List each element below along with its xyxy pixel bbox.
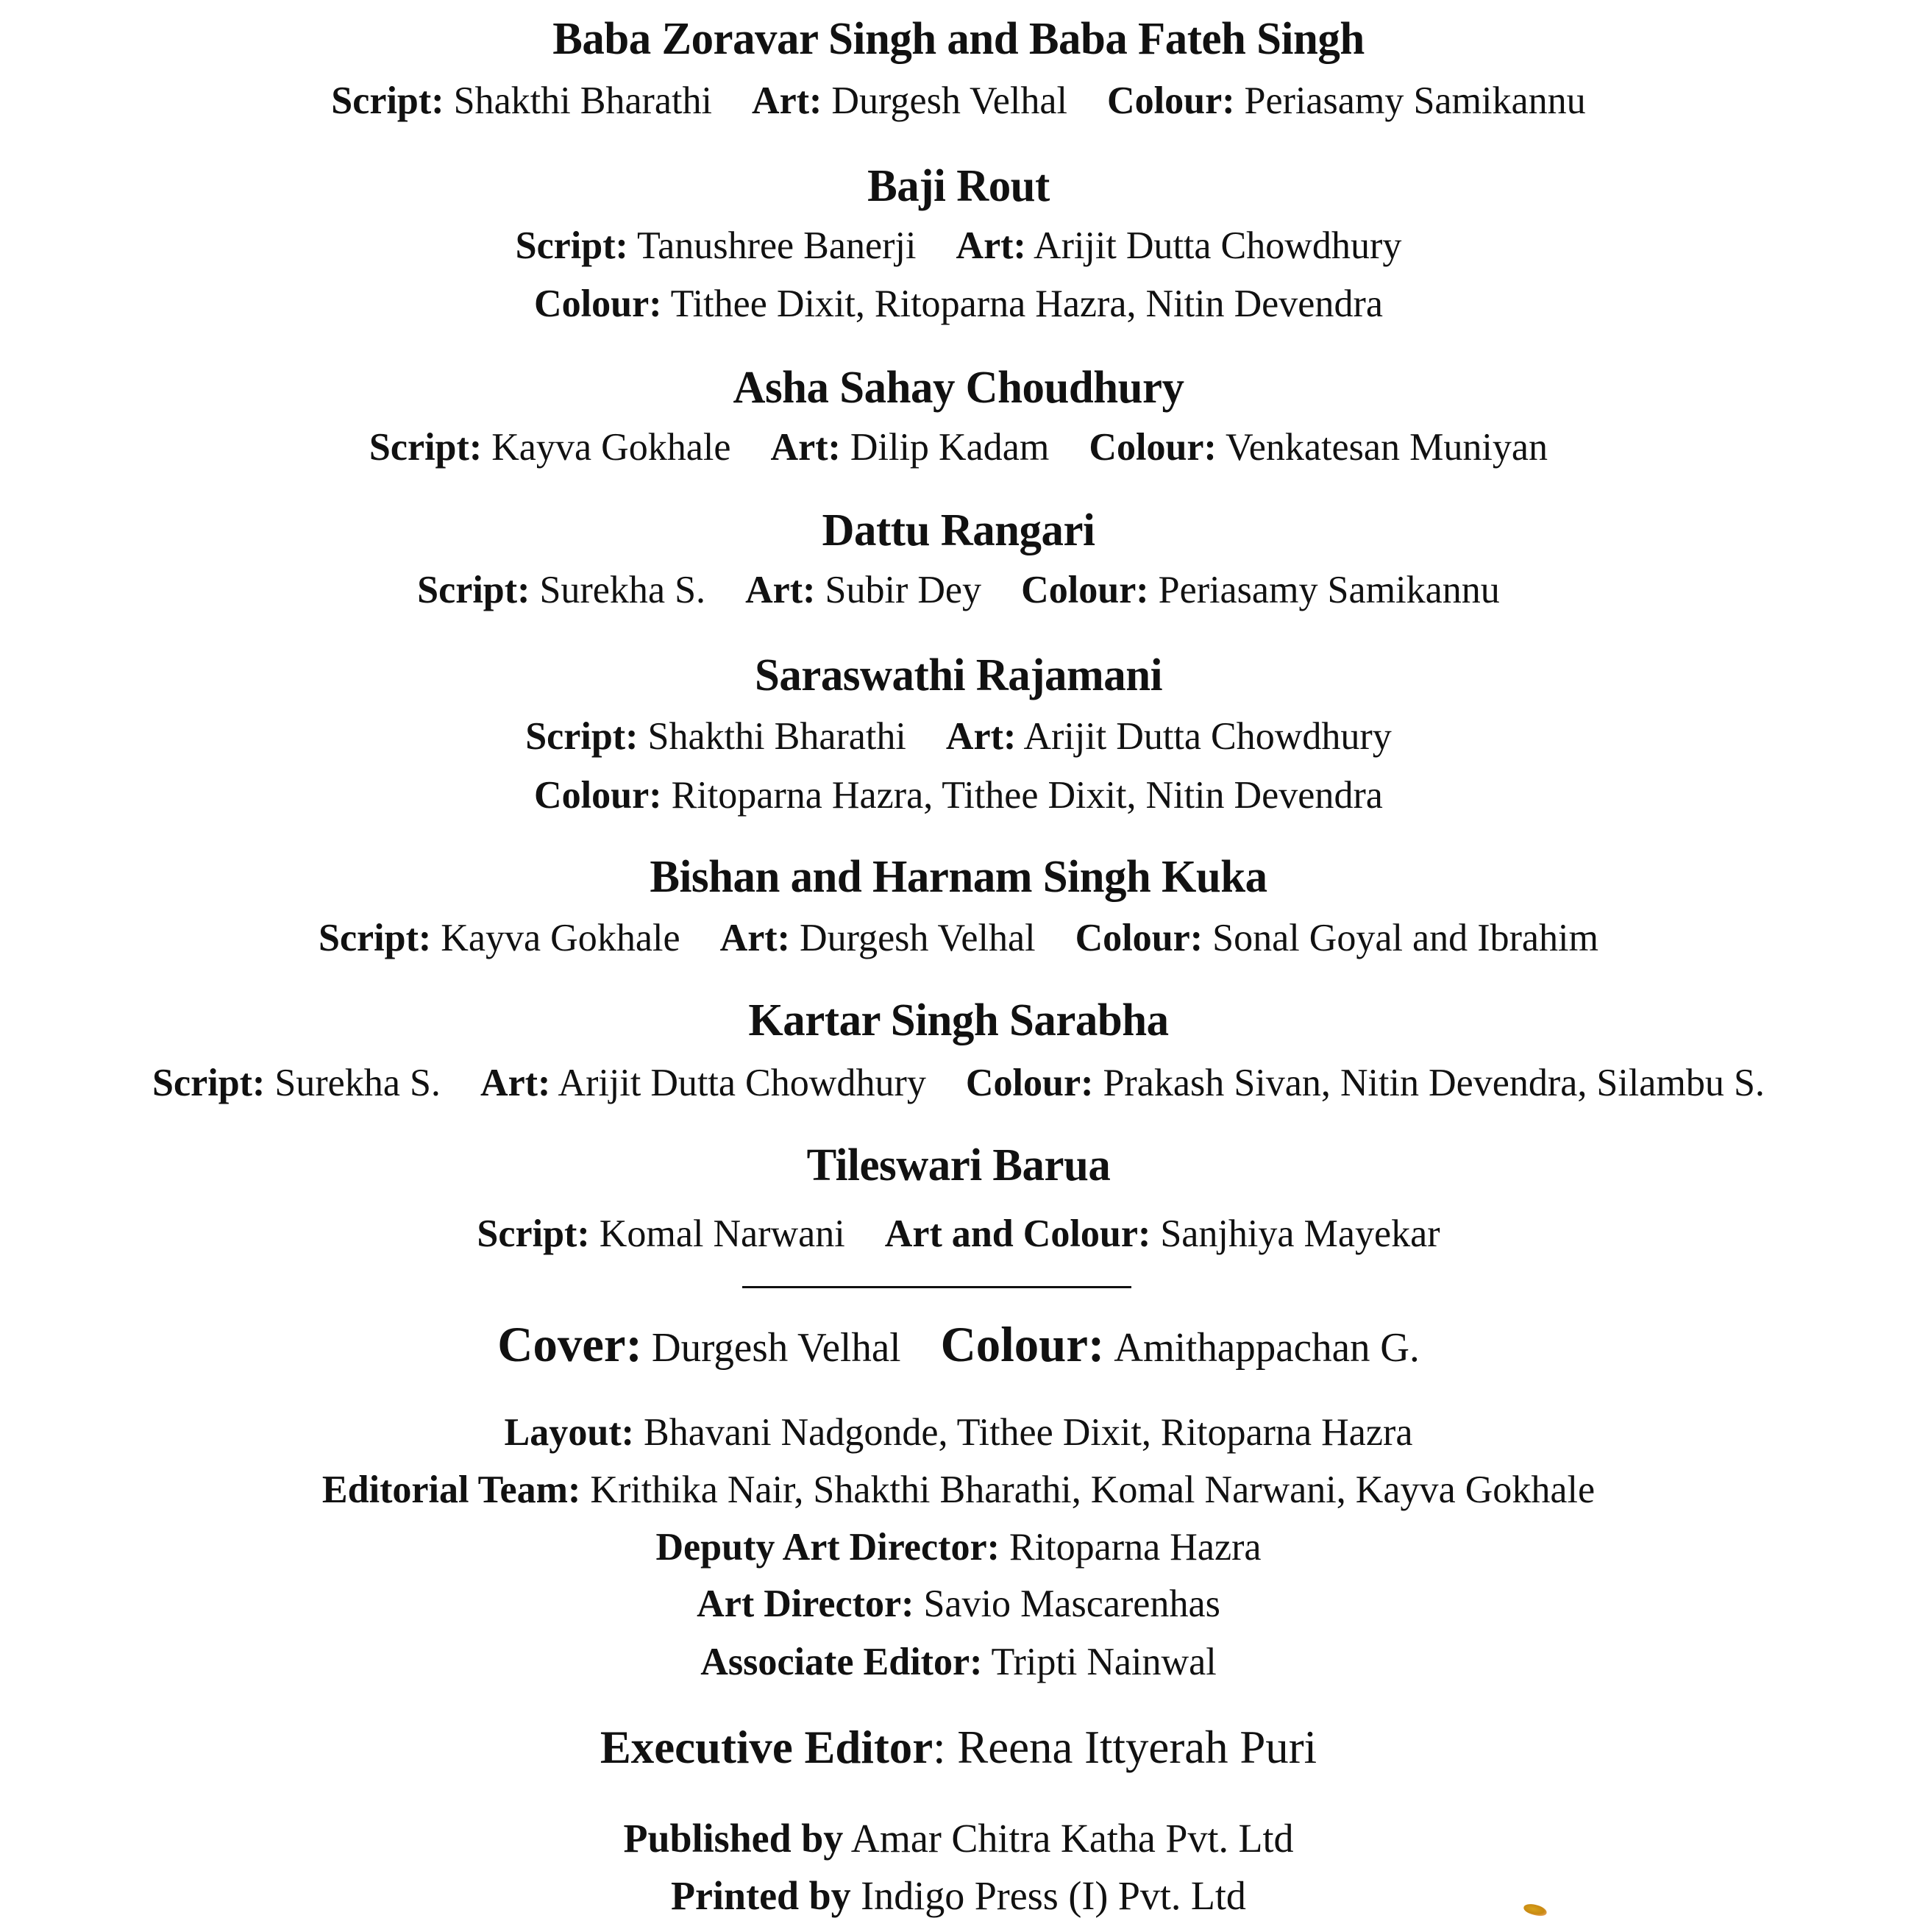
credit-line [17,224,1900,267]
credit-label: Art: [752,79,822,122]
staff-label: Deputy Art Director: [655,1526,1000,1569]
credit-line [17,717,1900,756]
credit-label: Colour: [1089,426,1217,469]
credit-label: Script: [477,1212,590,1255]
credit-script [477,1212,844,1255]
credit-label: Art: [719,917,790,959]
credit-value: Ritoparna Hazra, Tithee Dixit, Nitin Devendra [671,774,1383,817]
credit-script [331,79,712,122]
credit-value: Shakthi Bharathi [647,715,906,758]
credit-line [17,285,1900,324]
credit-art [720,917,1036,959]
credit-label: Script: [318,917,432,959]
credit-label: Script: [515,224,628,267]
credit-art [752,79,1067,122]
credit-colour [1107,79,1586,122]
cover-credit-line [17,1316,1900,1372]
credit-line [17,1212,1900,1255]
credit-label: Colour: [1106,79,1235,122]
credit-line [17,776,1900,815]
executive-editor-line [17,1721,1900,1773]
credit-value: Arijit Dutta Chowdhury [1034,224,1402,267]
published-by-label: Published by [623,1816,844,1861]
credit-script [319,917,680,959]
credit-value: Periasamy Samikannu [1158,569,1500,611]
credit-value: Arijit Dutta Chowdhury [1023,715,1392,758]
staff-value: Savio Mascarenhas [923,1583,1220,1625]
credit-script [525,715,906,758]
story-title: Dattu Rangari [822,505,1095,555]
credit-label: Script: [369,426,483,469]
credit-value: Amithappachan G. [1114,1325,1420,1371]
staff-label: Associate Editor: [700,1641,983,1683]
published-by-line [17,1816,1900,1861]
credit-label: Colour: [1075,917,1203,959]
publisher-name: Amar Chitra Katha Pvt. Ltd [850,1816,1294,1861]
staff-value: Ritoparna Hazra [1009,1526,1262,1569]
staff-label: Editorial Team: [321,1468,581,1511]
credit-value: Subir Dey [825,569,982,611]
printer-name: Indigo Press (I) Pvt. Ltd [861,1873,1246,1918]
credit-script [369,426,731,469]
credit-value: Kayva Gokhale [441,917,680,959]
cover-colour-credit [940,1316,1420,1372]
credit-label: Cover: [497,1316,642,1372]
story-title: Saraswathi Rajamani [754,650,1163,700]
credit-colour [534,774,1383,817]
credit-value: Sonal Goyal and Ibrahim [1212,917,1599,959]
story-title: Baba Zoravar Singh and Baba Fateh Singh [552,14,1365,64]
credit-line [17,919,1900,958]
credit-script [417,569,705,611]
staff-label: Art Director: [697,1583,914,1625]
credit-label: Script: [331,79,444,122]
staff-value: Krithika Nair, Shakthi Bharathi, Komal Narwani, Kayva Gokhale [590,1468,1596,1511]
credit-label: Art: [480,1062,551,1104]
credit-script [516,224,917,267]
credit-line [17,571,1900,610]
credit-value: Venkatesan Muniyan [1225,426,1548,469]
credit-script [152,1062,441,1104]
credit-label: Colour: [534,283,662,325]
credit-line [17,79,1900,122]
credit-value: Durgesh Velhal [800,917,1036,959]
executive-editor-separator: : [933,1721,946,1773]
credit-label: Script: [417,569,530,611]
story-title: Baji Rout [867,161,1050,211]
credit-value: Sanjhiya Mayekar [1160,1212,1440,1255]
staff-label: Layout: [504,1411,635,1454]
credit-value: Tithee Dixit, Ritoparna Hazra, Nitin Devendra [670,283,1383,325]
story-title: Bishan and Harnam Singh Kuka [650,852,1267,902]
cover-credit [497,1316,901,1372]
credit-label: Colour: [965,1062,1094,1104]
credit-value: Dilip Kadam [850,426,1050,469]
credit-label: Colour: [940,1316,1105,1372]
executive-editor-name: Reena Ittyerah Puri [957,1721,1317,1773]
credit-art-and-colour [885,1212,1440,1255]
staff-value: Bhavani Nadgonde, Tithee Dixit, Ritoparna Hazra [644,1411,1413,1454]
credit-value: Shakthi Bharathi [453,79,712,122]
staff-value: Tripti Nainwal [991,1641,1217,1683]
credit-colour [1021,569,1500,611]
credit-art [480,1062,926,1104]
staff-deputy-art-director [17,1528,1900,1567]
staff-layout [17,1413,1900,1452]
credit-label: Colour: [1021,569,1149,611]
credit-value: Arijit Dutta Chowdhury [558,1062,926,1104]
credit-value: Prakash Sivan, Nitin Devendra, Silambu S. [1103,1062,1765,1104]
credit-label: Art: [770,426,841,469]
credit-colour [534,283,1383,325]
divider-rule [742,1286,1131,1288]
credit-art [745,569,981,611]
credit-art [946,715,1392,758]
credit-value: Kayva Gokhale [491,426,731,469]
credit-colour [966,1062,1765,1104]
staff-associate-editor [17,1643,1900,1682]
staff-art-director [17,1585,1900,1624]
credit-value: Durgesh Velhal [651,1325,901,1371]
credit-label: Script: [525,715,639,758]
credit-line [17,428,1900,467]
credit-label: Art: [956,224,1026,267]
credit-colour [1075,917,1598,959]
credit-colour [1089,426,1548,469]
credit-line [17,1064,1900,1103]
credit-value: Surekha S. [539,569,706,611]
credit-label: Art: [945,715,1017,758]
credit-label: Script: [152,1062,266,1104]
credit-value: Durgesh Velhal [831,79,1067,122]
credit-label: Art: [745,569,816,611]
credit-value: Periasamy Samikannu [1244,79,1586,122]
story-title: Kartar Singh Sarabha [748,995,1169,1045]
credit-art [771,426,1050,469]
credit-art [956,224,1401,267]
story-title: Asha Sahay Choudhury [733,363,1184,413]
printed-by-line [17,1875,1900,1916]
printed-by-label: Printed by [671,1873,851,1918]
staff-editorial-team [17,1468,1900,1511]
credit-label: Art and Colour: [884,1212,1151,1255]
credit-value: Komal Narwani [599,1212,845,1255]
executive-editor-label: Executive Editor [600,1721,933,1773]
credit-value: Surekha S. [274,1062,441,1104]
credit-label: Colour: [534,774,662,817]
story-title: Tileswari Barua [806,1140,1111,1190]
credit-value: Tanushree Banerji [636,224,917,267]
